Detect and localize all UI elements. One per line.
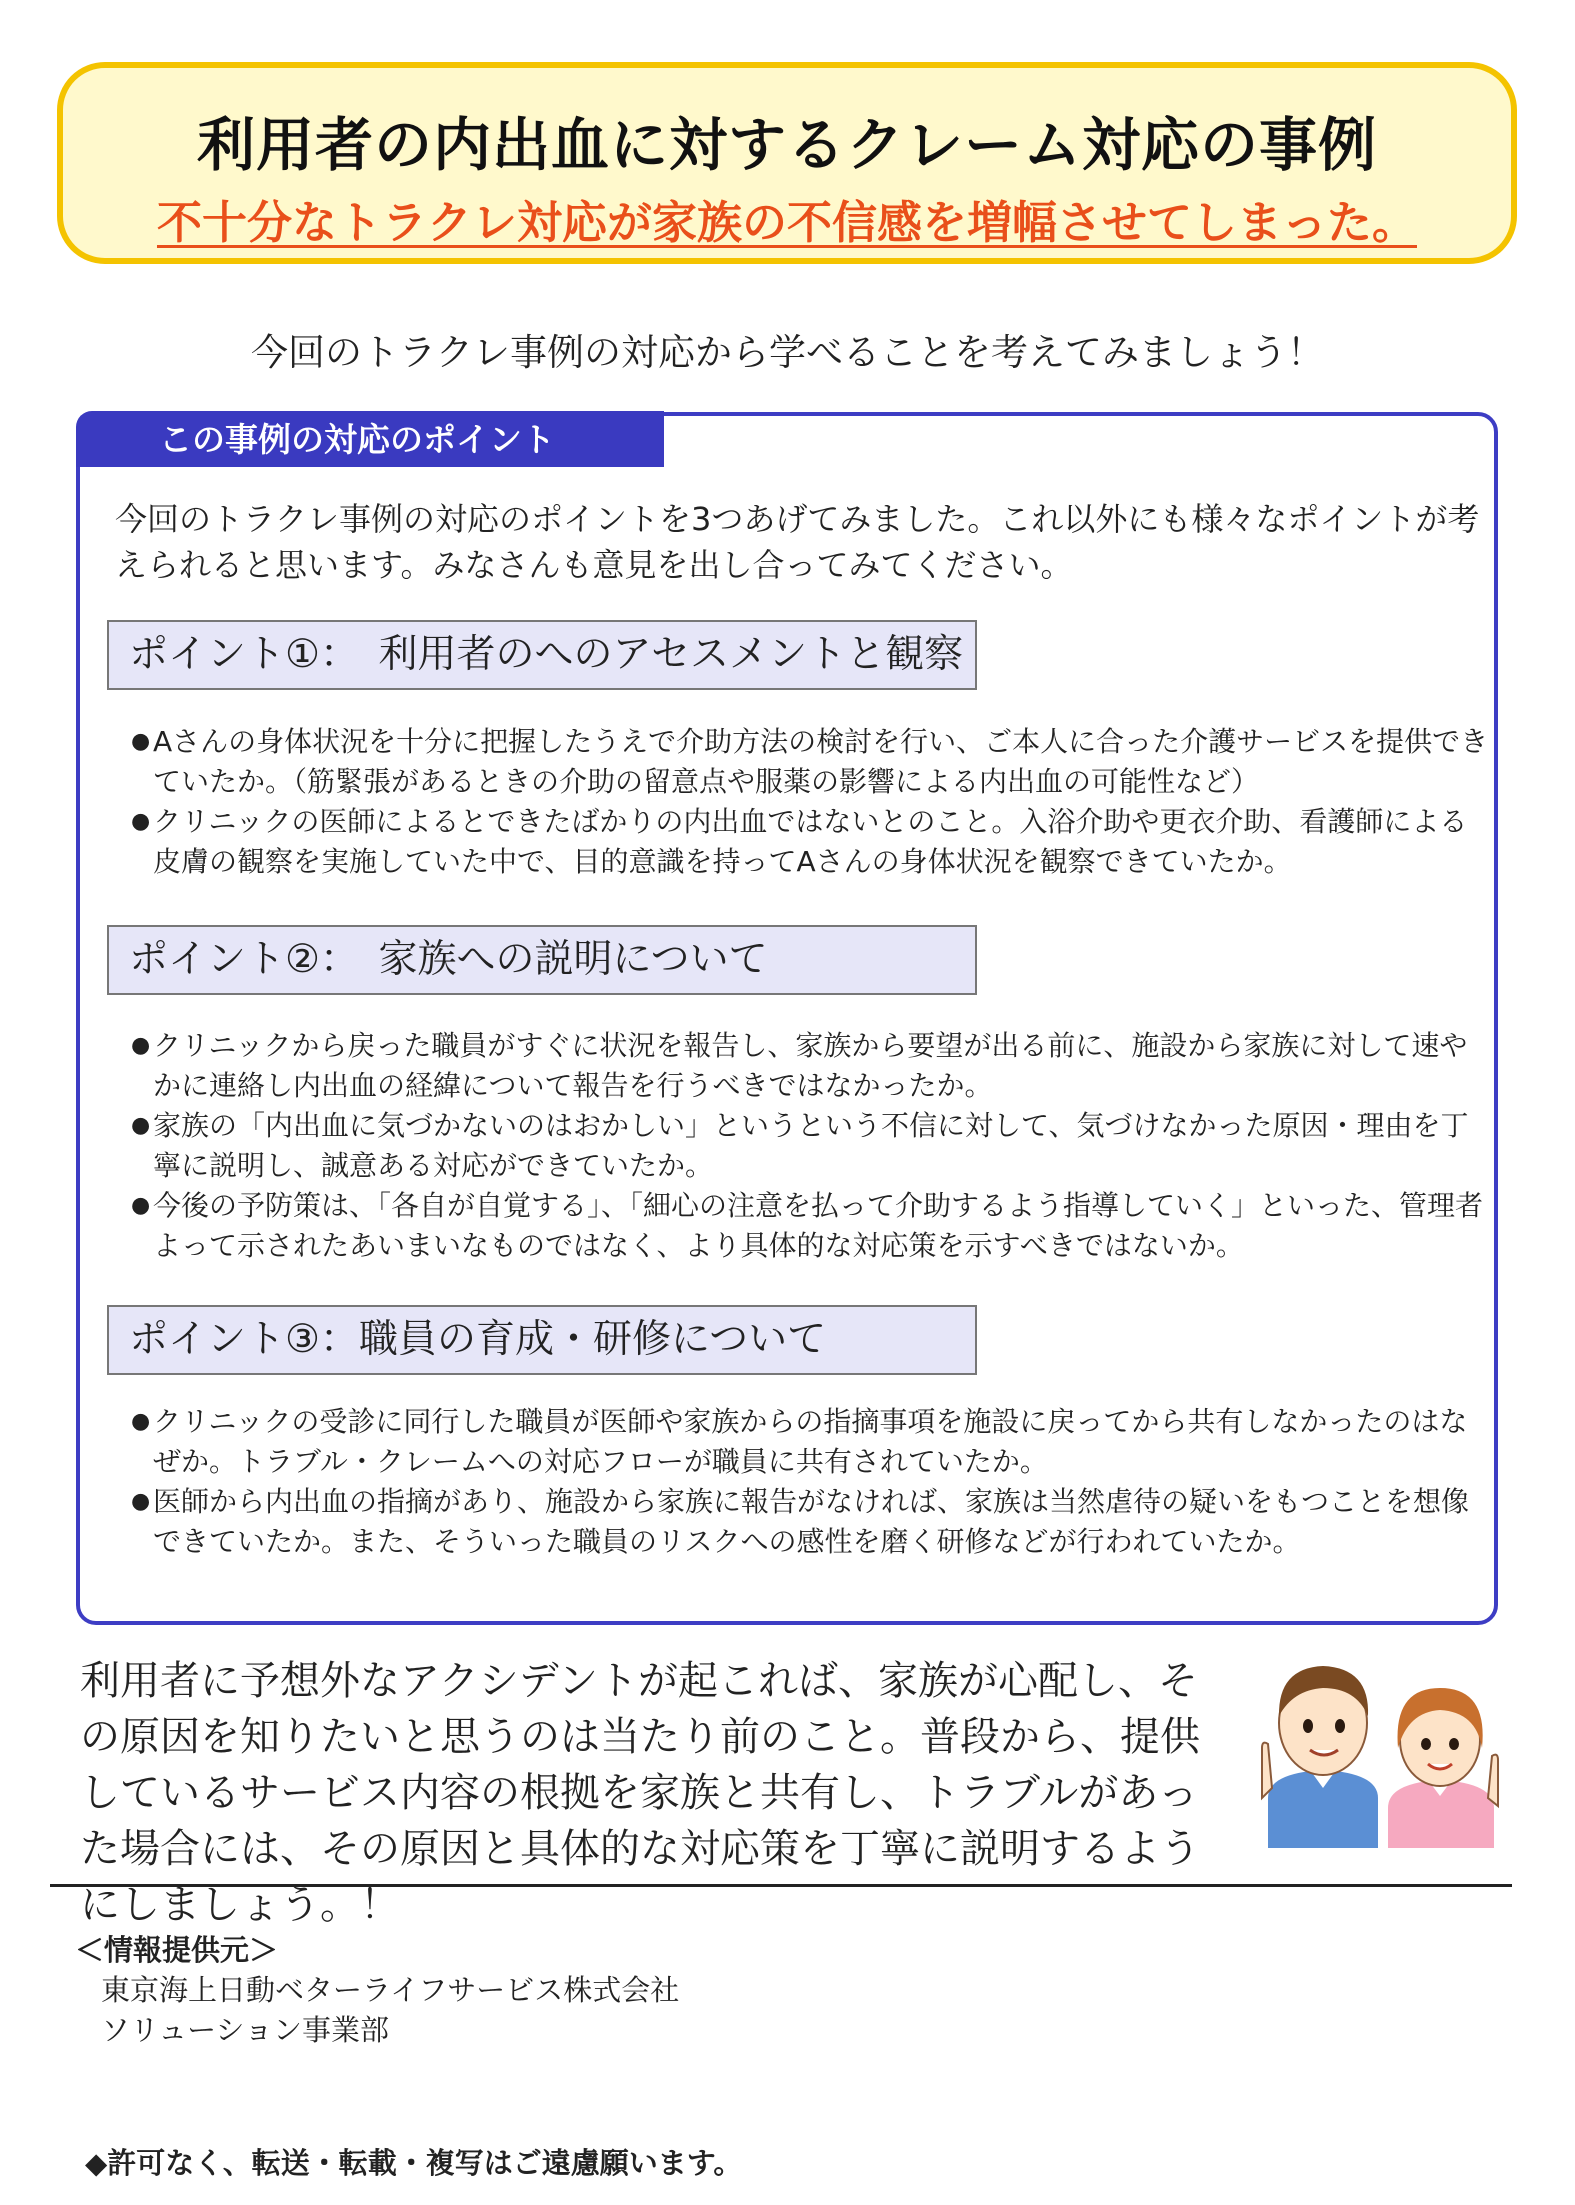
- list-item: ● 家族の「内出血に気づかないのはおかしい」というという不信に対して、気づけなかった原因・理由を丁寧に説明し、誠意ある対応ができていたか。: [133, 1106, 1493, 1186]
- source-label: ＜情報提供元＞: [75, 1933, 279, 1967]
- point-2-heading: ポイント②： 家族への説明について: [107, 925, 977, 995]
- list-item: ● 医師から内出血の指摘があり、施設から家族に報告がなければ、家族は当然虐待の疑いをもつことを想像できていたか。また、そういった職員のリスクへの感性を磨く研修などが行われていたか。: [133, 1482, 1493, 1562]
- source-company: 東京海上日動ベターライフサービス株式会社: [101, 1973, 680, 2007]
- points-lead: 今回のトラクレ事例の対応のポイントを3つあげてみました。これ以外にも様々なポイントが考えられると思います。みなさんも意見を出し合ってみてください。: [115, 500, 1480, 584]
- point-3-list: [133, 1402, 1493, 1562]
- divider: [50, 1884, 1512, 1887]
- point-2-list: [133, 1026, 1493, 1266]
- list-item: ● クリニックの受診に同行した職員が医師や家族からの指摘事項を施設に戻ってから共有しなかったのはなぜか。トラブル・クレームへの対応フローが職員に共有されていたか。: [133, 1402, 1493, 1482]
- source-block: [75, 1930, 679, 2050]
- staff-illustration: [1248, 1648, 1510, 1848]
- page-subtitle: 不十分なトラクレ対応が家族の不信感を増幅させてしまった。: [156, 196, 1417, 249]
- intro-text: 今回のトラクレ事例の対応から学べることを考えてみましょう！: [251, 331, 1324, 374]
- list-item: ● クリニックから戻った職員がすぐに状況を報告し、家族から要望が出る前に、施設から家族に対して速やかに連絡し内出血の経緯について報告を行うべきではなかったか。: [133, 1026, 1493, 1106]
- source-department: ソリューション事業部: [101, 2013, 389, 2047]
- point-3-heading: ポイント③：職員の育成・研修について: [107, 1305, 977, 1375]
- points-tab-label: この事例の対応のポイント: [76, 411, 664, 467]
- point-1-heading: ポイント①： 利用者のへのアセスメントと観察: [107, 620, 977, 690]
- title-banner: [57, 62, 1517, 264]
- list-item: ● クリニックの医師によるとできたばかりの内出血ではないとのこと。入浴介助や更衣介助、看護師による皮膚の観察を実施していた中で、目的意識を持ってAさんの身体状況を観察できていたか。: [133, 802, 1493, 882]
- page-title: 利用者の内出血に対するクレーム対応の事例: [196, 111, 1377, 179]
- list-item: ● Aさんの身体状況を十分に把握したうえで介助方法の検討を行い、ご本人に合った介護サービスを提供できていたか。（筋緊張があるときの介助の留意点や服薬の影響による内出血の可能性など）: [133, 722, 1493, 802]
- copyright-notice: ◆許可なく、転送・転載・複写はご遠慮願います。: [85, 2146, 743, 2180]
- point-1-list: [133, 722, 1493, 882]
- closing-message: 利用者に予想外なアクシデントが起これば、家族が心配し、その原因を知りたいと思うのは当たり前のこと。普段から、提供しているサービス内容の根拠を家族と共有し、トラブルがあった場合には、その原因と具体的な対応策を丁寧に説明するようにしましょう。！: [80, 1658, 1200, 1928]
- list-item: ● 今後の予防策は、「各自が自覚する」、「細心の注意を払って介助するよう指導していく」といった、管理者よって示されたあいまいなものではなく、より具体的な対応策を示すべきではないか。: [133, 1186, 1493, 1266]
